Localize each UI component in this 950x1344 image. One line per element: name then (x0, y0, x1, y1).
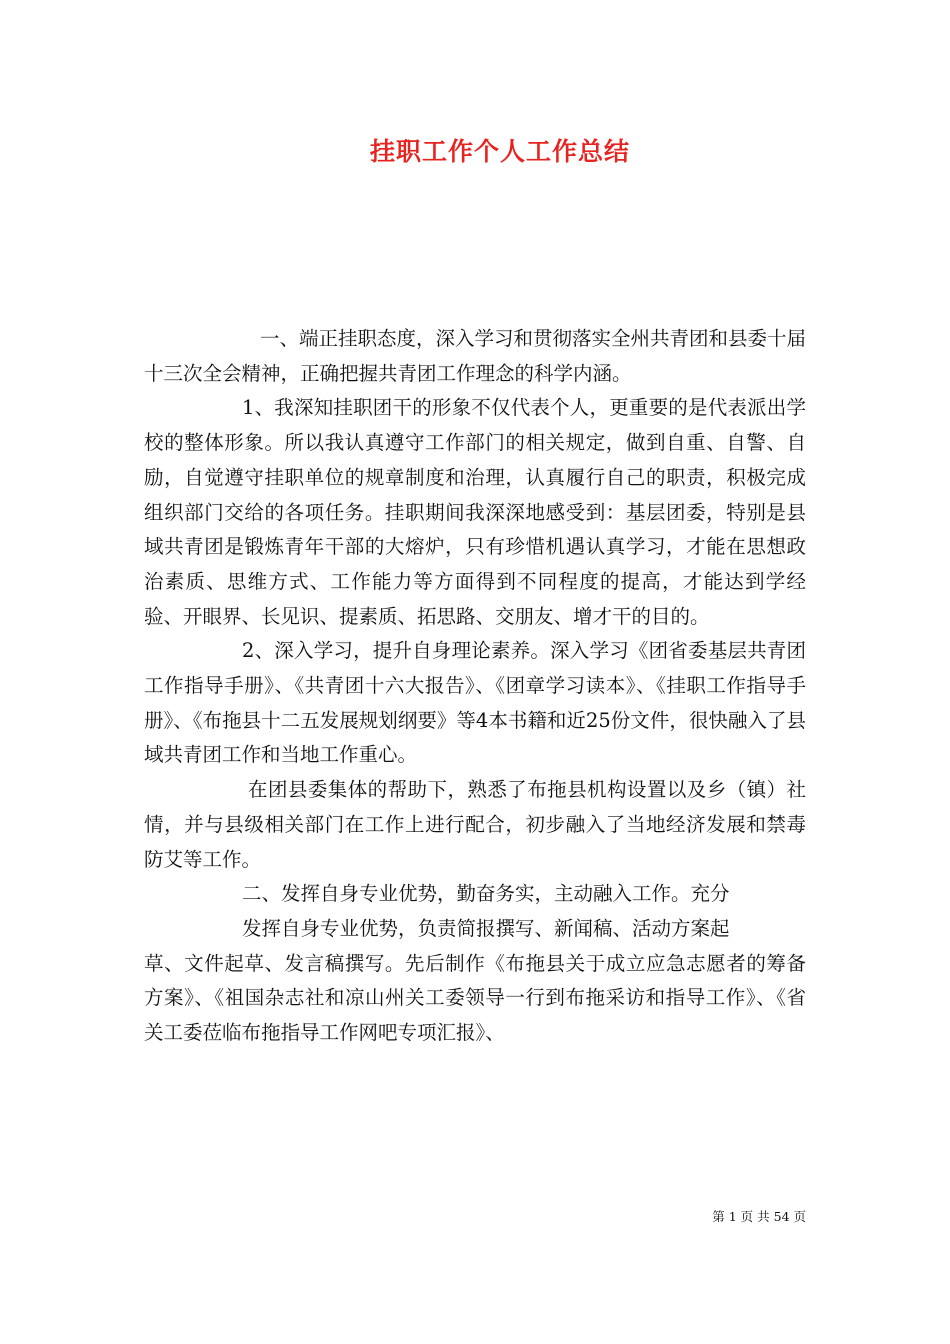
paragraph-3: 2、深入学习，提升自身理论素养。深入学习《团省委基层共青团工作指导手册》、《共青团十六大报告》、《团章学习读本》、《挂职工作指导手册》、《布拖县十二五发展规划纲要》等4本书籍和近25份文件，很快融入了县域共青团工作和当地工作重心。 (144, 639, 806, 767)
document-title: 挂职工作个人工作总结 (369, 137, 630, 166)
page-number-footer: 第 1 页 共 54 页 (712, 1209, 806, 1224)
paragraph-2: 1、我深知挂职团干的形象不仅代表个人，更重要的是代表派出学校的整体形象。所以我认真遵守工作部门的相关规定，做到自重、自警、自励，自觉遵守挂职单位的规章制度和治理，认真履行自己的职责，积极完成组织部门交给的各项任务。挂职期间我深深地感受到：基层团委，特别是县域共青团是锻炼青年干部的大熔炉，只有珍惜机遇认真学习，才能在思想政治素质、思维方式、工作能力等方面得到不同程度的提高，才能达到学经验、开眼界、长见识、提素质、拓思路、交朋友、增才干的目的。 (144, 396, 806, 628)
document-body (144, 322, 806, 1051)
paragraph-6-first-line: 发挥自身专业优势，负责简报撰写、新闻稿、活动方案起 (242, 916, 730, 940)
paragraph-5: 二、发挥自身专业优势，勤奋务实，主动融入工作。充分 (242, 882, 730, 906)
paragraph-4: 在团县委集体的帮助下，熟悉了布拖县机构设置以及乡（镇）社情，并与县级相关部门在工作上进行配合，初步融入了当地经济发展和禁毒防艾等工作。 (144, 778, 806, 871)
paragraph-1: 一、端正挂职态度，深入学习和贯彻落实全州共青团和县委十届十三次全会精神，正确把握共青团工作理念的科学内涵。 (144, 327, 807, 385)
paragraph-6-rest: 草、文件起草、发言稿撰写。先后制作《布拖县关于成立应急志愿者的筹备方案》、《祖国杂志社和凉山州关工委领导一行到布拖采访和指导工作》、《省关工委莅临布拖指导工作网吧专项汇报》、 (144, 951, 806, 1045)
paragraph-6 (144, 912, 806, 1051)
